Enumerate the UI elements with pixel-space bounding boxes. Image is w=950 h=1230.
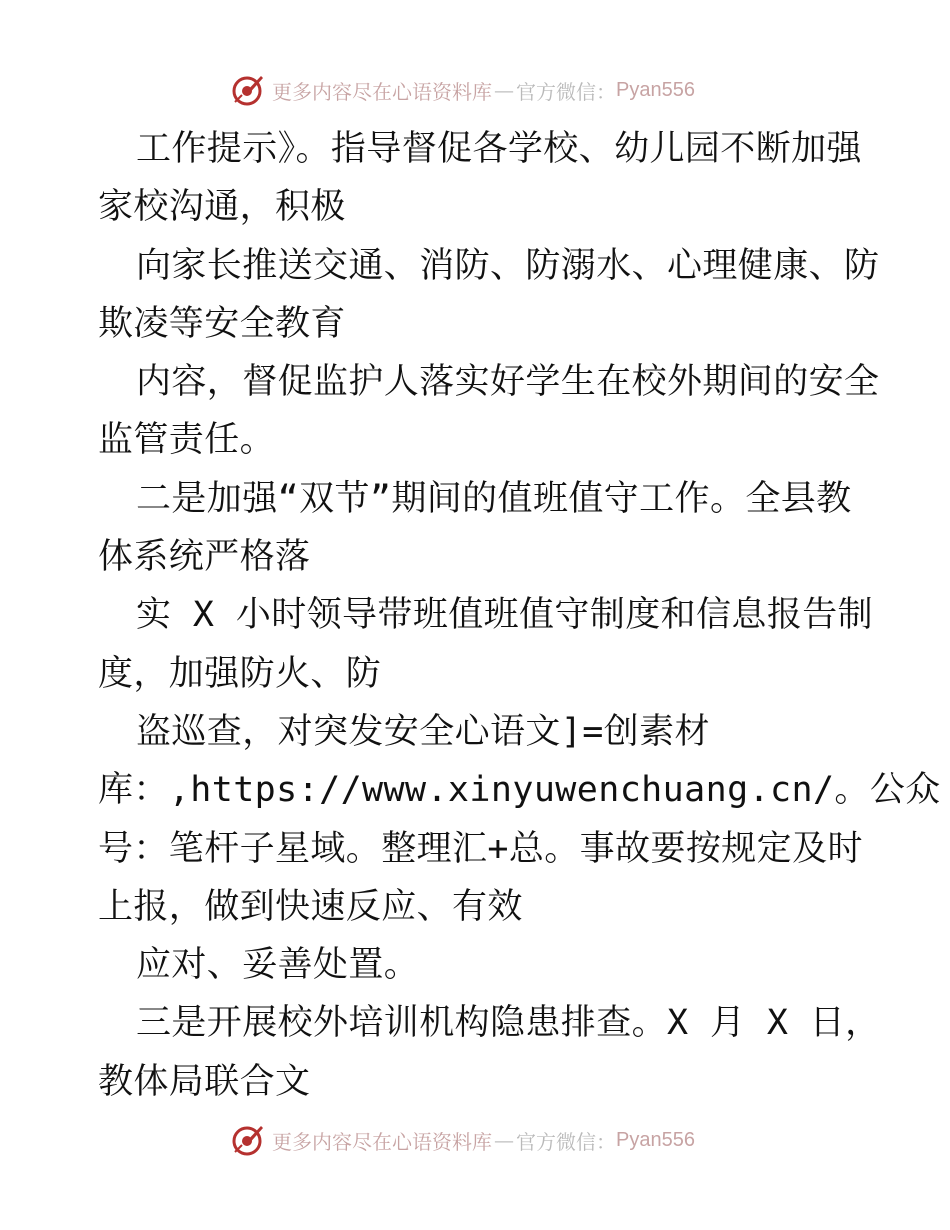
- header-wechat-label: 官方微信：: [516, 79, 616, 104]
- body-line: 二是加强“双节”期间的值班值守工作。全县教: [136, 478, 852, 519]
- body-line: 上报，做到快速反应、有效: [98, 886, 523, 927]
- body-line: 体系统严格落: [98, 537, 311, 578]
- body-line: 监管责任。: [98, 420, 276, 461]
- body-line: 度，加强防火、防: [98, 653, 382, 694]
- header-separator: —: [494, 78, 514, 102]
- header-wechat-id: Pyan556: [616, 78, 695, 101]
- quill-logo-icon: [230, 1122, 266, 1158]
- body-line: 三是开展校外培训机构隐患排查。X 月 X 日，: [136, 1003, 881, 1044]
- quill-logo-icon: [230, 72, 266, 108]
- body-line: 教体局联合文: [98, 1061, 311, 1102]
- header-banner: [230, 70, 695, 110]
- body-line: 号：笔杆子星域。整理汇+总。事故要按规定及时: [98, 828, 863, 869]
- body-line: 实 X 小时领导带班值班值守制度和信息报告制: [136, 595, 874, 636]
- footer-separator: —: [494, 1128, 514, 1152]
- footer-site-text: 更多内容尽在心语资料库: [272, 1129, 492, 1154]
- body-line: 工作提示》。指导督促各学校、幼儿园不断加强: [136, 129, 862, 169]
- body-line: 欺凌等安全教育: [98, 303, 346, 344]
- body-line: 应对、妥善处置。: [136, 945, 420, 986]
- body-line: 盗巡查，对突发安全心语文]=创素材: [136, 711, 710, 752]
- footer-wechat-id: Pyan556: [616, 1128, 695, 1151]
- body-line: 向家长推送交通、消防、防溺水、心理健康、防: [136, 245, 880, 286]
- document-body: [98, 120, 941, 1111]
- body-line-with-link: 库：,https://www.xinyuwenchuang.cn/。公众: [98, 770, 941, 811]
- body-line: 家校沟通，积极: [98, 187, 346, 228]
- footer-banner: [230, 1120, 695, 1160]
- header-site-text: 更多内容尽在心语资料库: [272, 79, 492, 104]
- footer-wechat-label: 官方微信：: [516, 1129, 616, 1154]
- body-line: 内容，督促监护人落实好学生在校外期间的安全: [136, 362, 880, 403]
